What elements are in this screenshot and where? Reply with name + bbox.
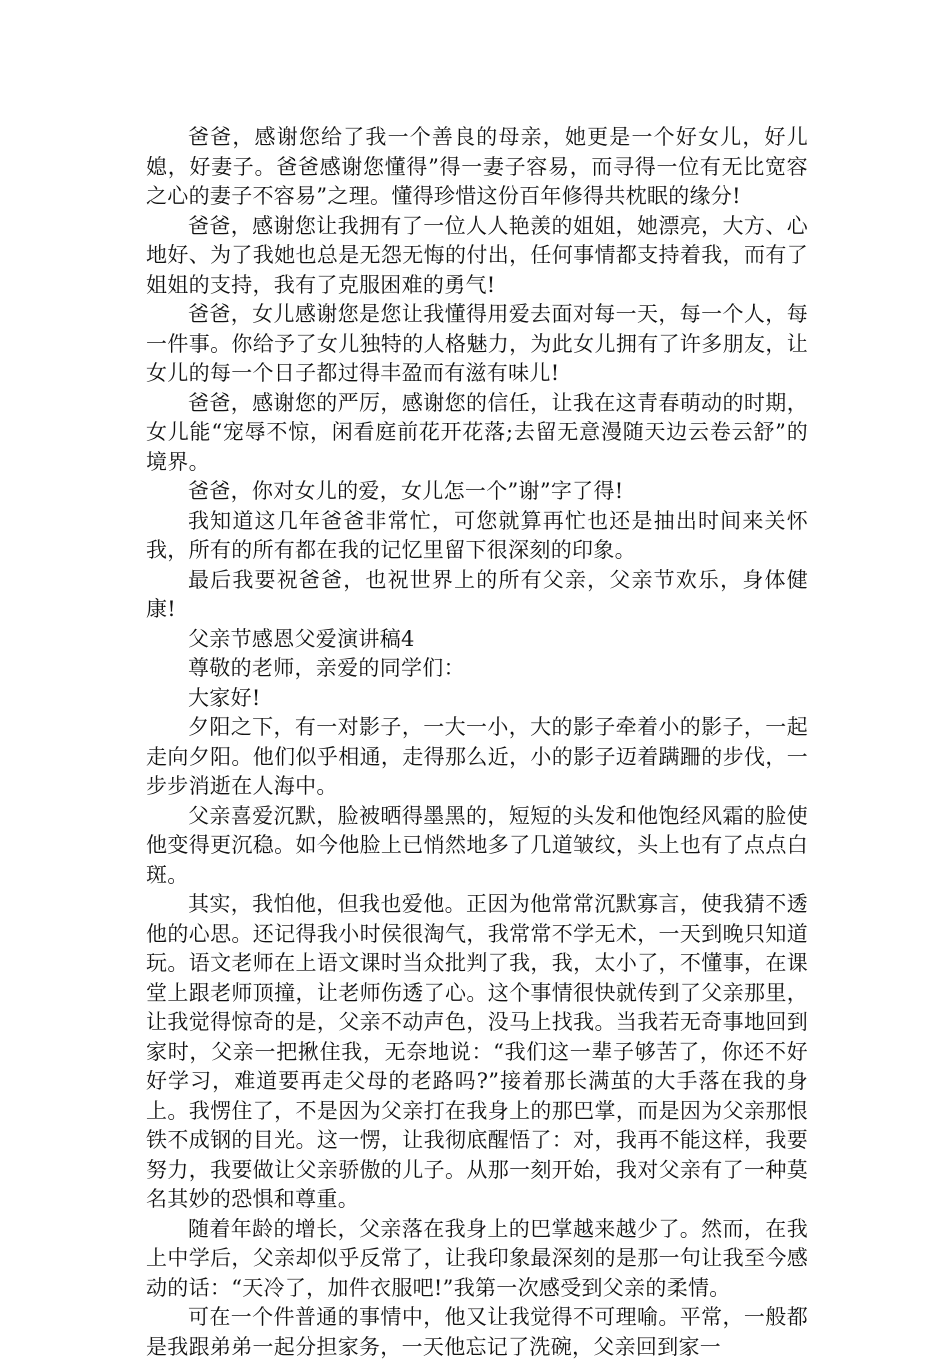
paragraph: 最后我要祝爸爸，也祝世界上的所有父亲，父亲节欢乐，身体健康! — [146, 567, 808, 621]
paragraph: 爸爸，感谢您让我拥有了一位人人艳羡的姐姐，她漂亮，大方、心地好、为了我她也总是无怨无悔的付出，任何事情都支持着我，而有了姐姐的支持，我有了克服困难的勇气! — [146, 213, 808, 297]
paragraph: 其实，我怕他，但我也爱他。正因为他常常沉默寡言，使我猜不透他的心思。还记得我小时侯很淘气，我常常不学无术，一天到晚只知道玩。语文老师在上语文课时当众批判了我，我，太小了，不懂事，在课堂上跟老师顶撞，让老师伤透了心。这个事情很快就传到了父亲那里，让我觉得惊奇的是，父亲不动声色，没马上找我。当我若无奇事地回到家时，父亲一把揪住我，无奈地说：“我们这一辈子够苦了，你还不好好学习，难道要再走父母的老路吗?”接着那长满茧的大手落在我的身上。我愣住了，不是因为父亲打在我身上的那巴掌，而是因为父亲那恨铁不成钢的目光。这一愣，让我彻底醒悟了：对，我再不能这样，我要努力，我要做让父亲骄傲的儿子。从那一刻开始，我对父亲有了一种莫名其妙的恐惧和尊重。 — [146, 892, 808, 1211]
salutation: 尊敬的老师，亲爱的同学们： — [188, 656, 465, 680]
paragraph: 爸爸，感谢您的严厉，感谢您的信任，让我在这青春萌动的时期，女儿能“宠辱不惊，闲看庭前花开花落;去留无意漫随天边云卷云舒”的境界。 — [146, 390, 808, 474]
paragraph: 随着年龄的增长，父亲落在我身上的巴掌越来越少了。然而，在我上中学后，父亲却似乎反常了，让我印象最深刻的是那一句让我至今感动的话：“天冷了，加件衣服吧!”我第一次感受到父亲的柔情。 — [146, 1216, 808, 1300]
greeting: 大家好! — [188, 685, 261, 710]
section-title: 父亲节感恩父爱演讲稿4 — [188, 626, 415, 651]
paragraph: 可在一个件普通的事情中，他又让我觉得不可理喻。平常，一般都是我跟弟弟一起分担家务，一天他忘记了洗碗，父亲回到家一 — [146, 1305, 808, 1359]
paragraph: 父亲喜爱沉默，脸被晒得墨黑的，短短的头发和他饱经风霜的脸使他变得更沉稳。如今他脸上已悄然地多了几道皱纹，头上也有了点点白斑。 — [146, 803, 808, 887]
paragraph: 爸爸，感谢您给了我一个善良的母亲，她更是一个好女儿，好儿媳，好妻子。爸爸感谢您懂得”得一妻子容易，而寻得一位有无比宽容之心的妻子不容易”之理。懂得珍惜这份百年修得共枕眠的缘分! — [146, 125, 808, 208]
paragraph: 我知道这几年爸爸非常忙，可您就算再忙也还是抽出时间来关怀我，所有的所有都在我的记忆里留下很深刻的印象。 — [146, 508, 808, 562]
paragraph: 爸爸，女儿感谢您是您让我懂得用爱去面对每一天，每一个人，每一件事。你给予了女儿独特的人格魅力，为此女儿拥有了许多朋友，让女儿的每一个日子都过得丰盈而有滋有味儿! — [146, 302, 808, 385]
paragraph: 夕阳之下，有一对影子，一大一小，大的影子牵着小的影子，一起走向夕阳。他们似乎相通，走得那么近，小的影子迈着蹒跚的步伐，一步步消逝在人海中。 — [146, 715, 808, 798]
paragraph: 爸爸，你对女儿的爱，女儿怎一个”谢”字了得! — [188, 479, 624, 503]
document-body — [146, 123, 808, 1362]
